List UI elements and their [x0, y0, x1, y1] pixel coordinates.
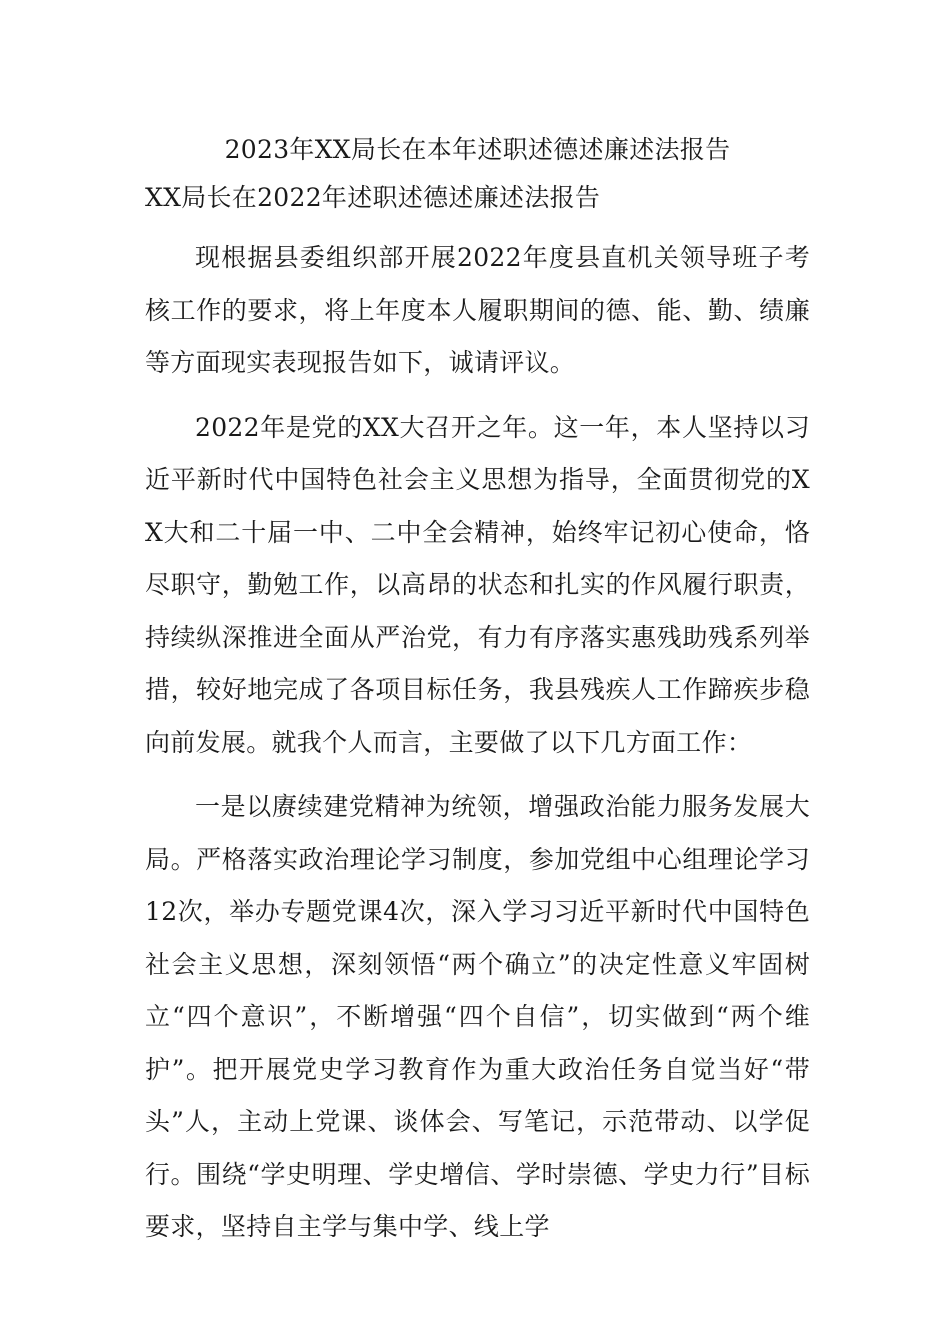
paragraph-point-one: 一是以赓续建党精神为统领，增强政治能力服务发展大局。严格落实政治理论学习制度，参加党组中心组理论学习12次，举办专题党课4次，深入学习习近平新时代中国特色社会主义思想，深刻领悟“两个确立”的决定性意义牢固树立“四个意识”，不断增强“四个自信”，切实做到“两个维护”。把开展党史学习教育作为重大政治任务自觉当好“带头”人，主动上党课、谈体会、写笔记，示范带动、以学促行。围绕“学史明理、学史增信、学时崇德、学史力行”目标要求，坚持自主学与集中学、线上学	[145, 792, 810, 1241]
document-subtitle: XX局长在2022年述职述德述廉述法报告	[145, 183, 601, 212]
document-body	[145, 128, 810, 1254]
document-title: 2023年XX局长在本年述职述德述廉述法报告	[224, 135, 731, 164]
paragraph-overview: 2022年是党的XX大召开之年。这一年，本人坚持以习近平新时代中国特色社会主义思想为指导，全面贯彻党的XX大和二十届一中、二中全会精神，始终牢记初心使命，恪尽职守，勤勉工作，以高昂的状态和扎实的作风履行职责，持续纵深推进全面从严治党，有力有序落实惠残助残系列举措，较好地完成了各项目标任务，我县残疾人工作蹄疾步稳向前发展。就我个人而言，主要做了以下几方面工作：	[145, 412, 810, 757]
paragraph-intro: 现根据县委组织部开展2022年度县直机关领导班子考核工作的要求，将上年度本人履职期间的德、能、勤、绩廉等方面现实表现报告如下，诚请评议。	[145, 243, 810, 377]
